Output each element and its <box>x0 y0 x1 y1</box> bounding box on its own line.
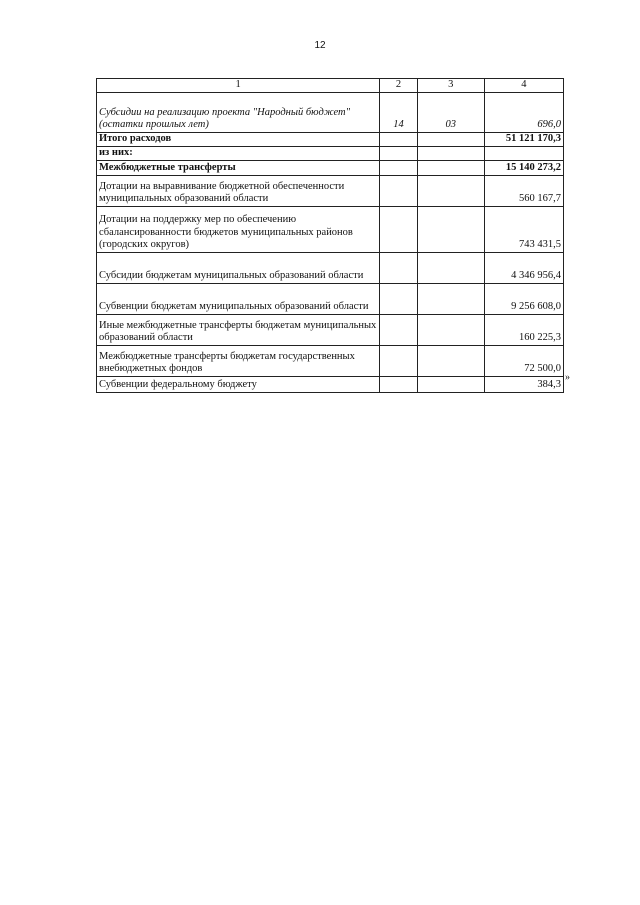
row-value: 51 121 170,3 <box>484 132 563 146</box>
row-code-3 <box>417 160 484 175</box>
header-cell: 3 <box>417 79 484 93</box>
row-code-2 <box>380 283 418 314</box>
row-name: Субвенции бюджетам муниципальных образований области <box>97 283 380 314</box>
row-code-2 <box>380 252 418 283</box>
row-value: 560 167,7 <box>484 175 563 206</box>
row-name: Итого расходов <box>97 132 380 146</box>
table-row <box>97 160 564 175</box>
row-value: 9 256 608,0 <box>484 283 563 314</box>
row-value: 4 346 956,4 <box>484 252 563 283</box>
row-name: Субвенции федеральному бюджету <box>97 376 380 392</box>
table-row <box>97 206 564 252</box>
page-number: 12 <box>314 40 326 51</box>
row-code-2 <box>380 132 418 146</box>
table-row <box>97 92 564 132</box>
row-code-3 <box>417 345 484 376</box>
row-code-2 <box>380 146 418 160</box>
table-row <box>97 283 564 314</box>
table-row <box>97 345 564 376</box>
row-code-2 <box>380 345 418 376</box>
row-code-3 <box>417 283 484 314</box>
row-name: Межбюджетные трансферты <box>97 160 380 175</box>
row-name: из них: <box>97 146 380 160</box>
table-row <box>97 146 564 160</box>
header-cell: 1 <box>97 79 380 93</box>
budget-table <box>96 78 564 393</box>
row-code-3 <box>417 146 484 160</box>
row-name: Межбюджетные трансферты бюджетам государственных внебюджетных фондов <box>97 345 380 376</box>
row-code-3 <box>417 175 484 206</box>
end-quote-mark: » <box>565 372 570 383</box>
row-value: 72 500,0 <box>484 345 563 376</box>
row-name: Дотации на поддержку мер по обеспечению сбалансированности бюджетов муниципальных районов (городских округов) <box>97 206 380 252</box>
row-value: 384,3 <box>484 376 563 392</box>
row-code-2: 14 <box>380 92 418 132</box>
row-code-2 <box>380 376 418 392</box>
table-header-row <box>97 79 564 93</box>
row-code-3 <box>417 206 484 252</box>
row-name: Субсидии бюджетам муниципальных образований области <box>97 252 380 283</box>
row-value: 696,0 <box>484 92 563 132</box>
table-row <box>97 314 564 345</box>
table-row <box>97 132 564 146</box>
row-code-2 <box>380 314 418 345</box>
header-cell: 2 <box>380 79 418 93</box>
row-code-3: 03 <box>417 92 484 132</box>
row-value: 15 140 273,2 <box>484 160 563 175</box>
table-row <box>97 175 564 206</box>
row-name: Субсидии на реализацию проекта "Народный бюджет" (остатки прошлых лет) <box>97 92 380 132</box>
header-cell: 4 <box>484 79 563 93</box>
row-code-3 <box>417 376 484 392</box>
row-code-3 <box>417 132 484 146</box>
row-name: Дотации на выравнивание бюджетной обеспеченности муниципальных образований области <box>97 175 380 206</box>
row-code-2 <box>380 175 418 206</box>
row-code-3 <box>417 314 484 345</box>
row-code-2 <box>380 160 418 175</box>
row-value: 160 225,3 <box>484 314 563 345</box>
table-row <box>97 252 564 283</box>
row-name: Иные межбюджетные трансферты бюджетам муниципальных образований области <box>97 314 380 345</box>
row-code-2 <box>380 206 418 252</box>
row-code-3 <box>417 252 484 283</box>
table-row <box>97 376 564 392</box>
row-value <box>484 146 563 160</box>
row-value: 743 431,5 <box>484 206 563 252</box>
